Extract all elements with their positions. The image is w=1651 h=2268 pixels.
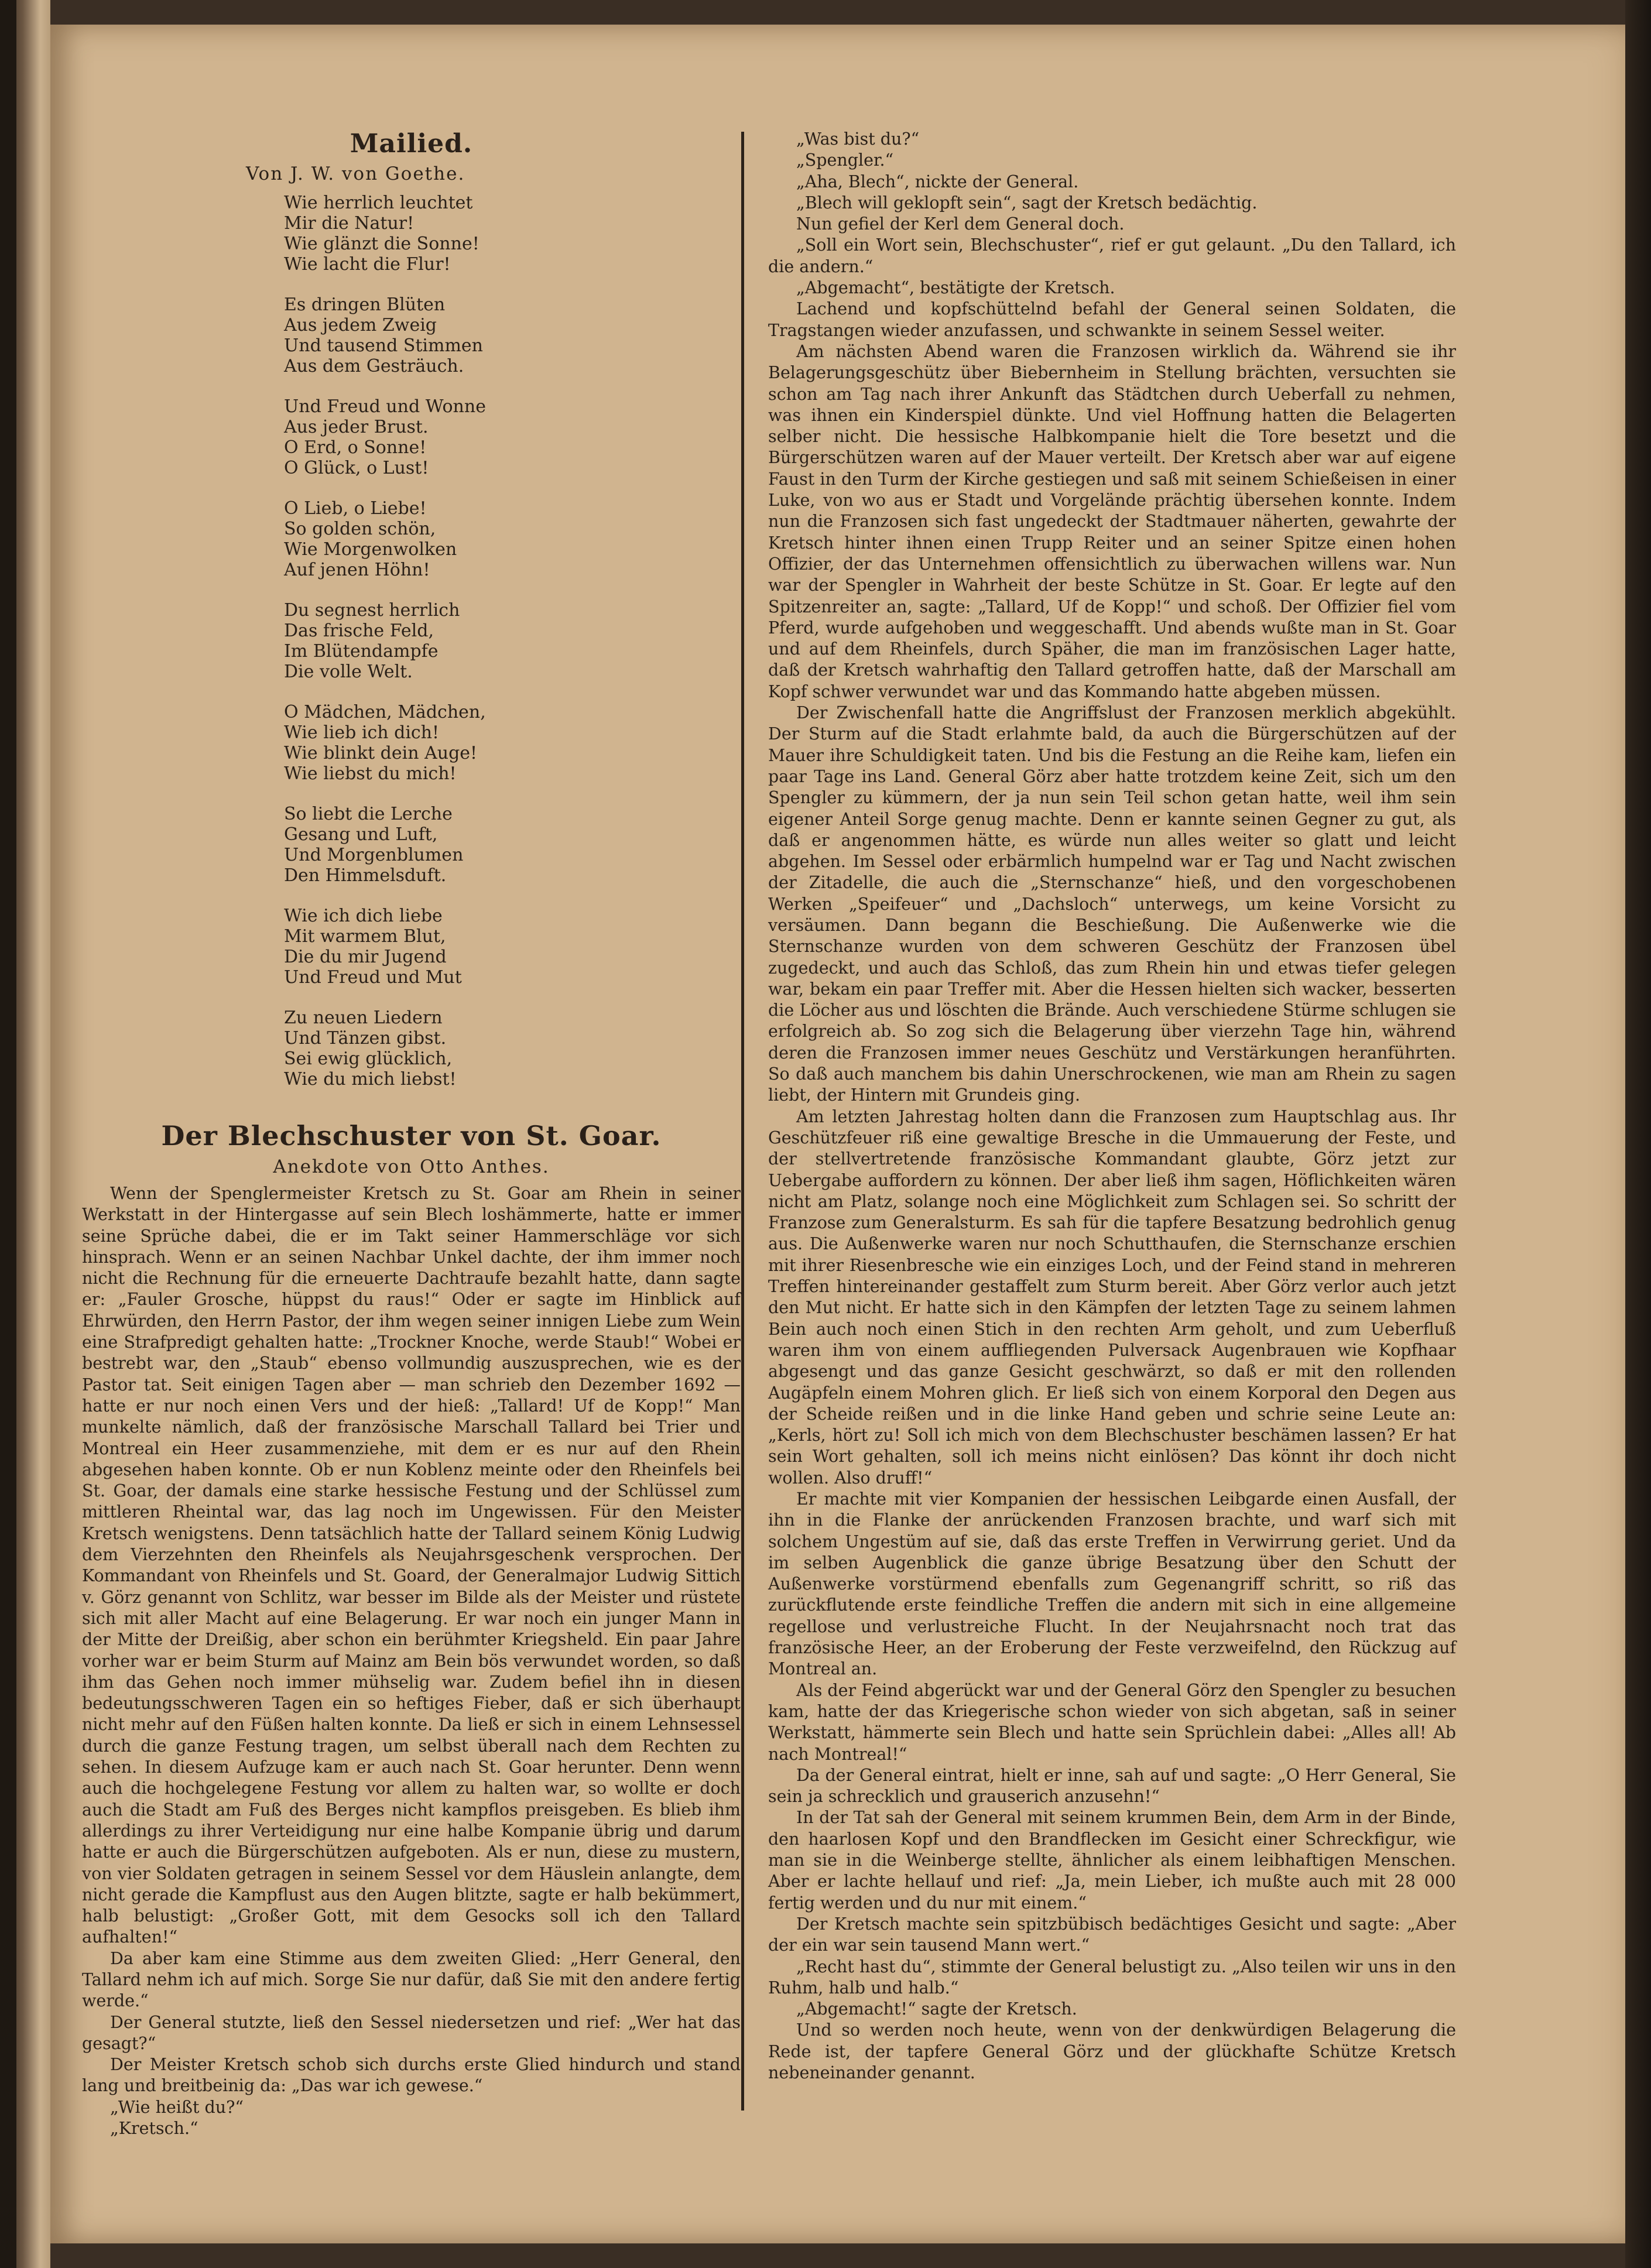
story-paragraph: „Spengler.“	[796, 150, 894, 170]
story-paragraph: „Was bist du?“	[796, 129, 920, 149]
poem-line: Wie Morgenwolken	[284, 539, 457, 560]
poem-line: Und Freud und Wonne	[284, 396, 486, 417]
poem-line: Wie blinkt dein Auge!	[284, 743, 478, 763]
poem-line: Auf jenen Höhn!	[284, 560, 430, 580]
story-paragraph: Da aber kam eine Stimme aus dem zweiten Glied: „Herr General, den Tallard nehm ich auf mich. Sorge Sie nur dafür, daß Sie mit den andere fertig werde.“	[82, 1948, 741, 2011]
poem-line: So liebt die Lerche	[284, 804, 453, 824]
story-paragraph: „Abgemacht“, bestätigte der Kretsch.	[796, 278, 1115, 298]
story-byline: Anekdote von Otto Anthes.	[273, 1156, 550, 1177]
poem-line: O Mädchen, Mädchen,	[284, 702, 486, 722]
poem-line: Die du mir Jugend	[284, 947, 447, 967]
poem-line: Aus dem Gesträuch.	[284, 356, 464, 376]
poem-line: Das frische Feld,	[284, 621, 434, 641]
poem-line: Wie herrlich leuchtet	[284, 193, 473, 213]
poem-line: Wie lacht die Flur!	[284, 254, 451, 275]
story-paragraph: Der Kretsch machte sein spitzbübisch bedächtiges Gesicht und sagte: „Aber der ein war sein tausend Mann wert.“	[768, 1914, 1456, 1955]
story-paragraph: Nun gefiel der Kerl dem General doch.	[796, 214, 1125, 234]
poem-line: Du segnest herrlich	[284, 600, 460, 621]
poem-stanza	[284, 702, 741, 784]
poem-line: So golden schön,	[284, 519, 436, 539]
poem-line: Wie du mich liebst!	[284, 1069, 457, 1090]
story-paragraph: „Abgemacht!“ sagte der Kretsch.	[796, 1999, 1077, 2019]
page-edge-shadow	[1625, 0, 1651, 2268]
poem-line: Wie lieb ich dich!	[284, 722, 440, 743]
right-column	[768, 129, 1456, 2084]
poem-line: Und Freud und Mut	[284, 967, 462, 988]
poem-stanza	[284, 906, 741, 988]
poem-stanza	[284, 294, 741, 376]
poem-line: Mit warmem Blut,	[284, 926, 446, 947]
poem-line: Und tausend Stimmen	[284, 335, 483, 356]
poem-stanza	[284, 498, 741, 580]
poem-line: O Erd, o Sonne!	[284, 437, 427, 458]
story-paragraph: „Blech will geklopft sein“, sagt der Kretsch bedächtig.	[796, 193, 1258, 213]
story-paragraph: Da der General eintrat, hielt er inne, sah auf und sagte: „O Herr General, Sie sein ja schrecklich und grauserich anzusehn!“	[768, 1765, 1456, 1807]
poem-line: Wie glänzt die Sonne!	[284, 234, 479, 254]
book-binding	[0, 0, 16, 2268]
story-paragraph: Der General stutzte, ließ den Sessel niedersetzen und rief: „Wer hat das gesagt?“	[82, 2012, 741, 2053]
story-paragraph: „Soll ein Wort sein, Blechschuster“, rief er gut gelaunt. „Du den Tallard, ich die andern.“	[768, 235, 1456, 276]
poem-line: Die volle Welt.	[284, 662, 413, 682]
poem-byline: Von J. W. von Goethe.	[246, 163, 465, 184]
poem-line: Wie ich dich liebe	[284, 906, 443, 926]
poem-line: Wie liebst du mich!	[284, 763, 457, 784]
poem-line: Aus jeder Brust.	[284, 417, 429, 437]
poem-stanza	[284, 396, 741, 478]
story-text-right	[768, 129, 1456, 2084]
story-paragraph: Als der Feind abgerückt war und der General Görz den Spengler zu besuchen kam, hatte der das Kriegerische schon wieder von sich abgetan, saß in seiner Werkstatt, hämmerte sein Blech und hatte sein Sprüchlein dabei: „Alles all! Ab nach Montreal!“	[768, 1680, 1456, 1764]
story-text-left	[82, 1183, 741, 2139]
poem-line: O Glück, o Lust!	[284, 458, 429, 478]
story-title: Der Blechschuster von St. Goar.	[161, 1120, 662, 1152]
poem-stanza	[284, 193, 741, 275]
poem-stanza	[284, 1008, 741, 1090]
story-paragraph: „Aha, Blech“, nickte der General.	[796, 172, 1079, 191]
poem-title: Mailied.	[350, 129, 473, 159]
poem-line: Mir die Natur!	[284, 213, 415, 234]
column-divider	[741, 132, 744, 2111]
story-paragraph: Und so werden noch heute, wenn von der denkwürdigen Belagerung die Rede ist, der tapfere General Görz und der glückhafte Schütze Kretsch nebeneinander genannt.	[768, 2020, 1456, 2083]
story-paragraph: Der Meister Kretsch schob sich durchs erste Glied hindurch und stand lang und breitbeinig da: „Das war ich gewese.“	[82, 2055, 741, 2096]
story-paragraph: Lachend und kopfschüttelnd befahl der General seinen Soldaten, die Tragstangen wieder anzufassen, und schwankte in seinem Sessel weiter.	[768, 299, 1456, 340]
story-paragraph: Am letzten Jahrestag holten dann die Franzosen zum Hauptschlag aus. Ihr Geschützfeuer riß eine gewaltige Bresche in die Ummauerung der Feste, und der stellvertretende französische Kommandant glaubte, Görz jetzt zur Uebergabe auffordern zu können. Der aber ließ ihm sagen, Höflichkeiten wären nicht am Platz, solange noch eine Möglichkeit zum Schlagen sei. So schritt der Franzose zum Generalsturm. Es sah für die tapfere Besatzung bedrohlich genug aus. Die Außenwerke waren nur noch Schutthaufen, die Sternschanze erschien mit ihrer Riesenbresche wie ein einziges Loch, und der Feind stand in mehreren Treffen hintereinander gestaffelt zum Sturm bereit. Aber Görz verlor auch jetzt den Mut nicht. Er hatte sich in den Kämpfen der letzten Tage zu seinem lahmen Bein auch noch einen Stich in den rechten Arm geholt, und zum Ueberfluß waren ihm von einem auffliegenden Pulversack Augenbrauen wie Kopfhaar abgesengt und das ganze Gesicht geschwärzt, so daß er mit den rollenden Augäpfeln einem Mohren glich. Er ließ sich von einem Korporal den Degen aus der Scheide reißen und in die linke Hand geben und schrie seine Leute an: „Kerls, hört zu! Soll ich mich von dem Blechschuster beschämen lassen? Er hat sein Wort gehalten, soll ich meins nicht einlösen? Das könnt ihr doch nicht wollen. Also druff!“	[768, 1106, 1456, 1488]
poem-line: Und Tänzen gibst.	[284, 1028, 447, 1049]
poem-stanza	[284, 804, 741, 886]
poem-line: Sei ewig glücklich,	[284, 1049, 453, 1069]
poem-line: O Lieb, o Liebe!	[284, 498, 427, 519]
story-paragraph: „Wie heißt du?“	[110, 2097, 244, 2117]
story-paragraph: „Recht hast du“, stimmte der General belustigt zu. „Also teilen wir uns in den Ruhm, halb und halb.“	[768, 1957, 1456, 1998]
poem-stanza	[284, 600, 741, 682]
poem-line: Im Blütendampfe	[284, 641, 439, 662]
poem-line: Gesang und Luft,	[284, 824, 438, 845]
story-paragraph: In der Tat sah der General mit seinem krummen Bein, dem Arm in der Binde, den haarlosen Kopf und den Brandflecken im Gesicht einer Schreckfigur, wie man sie in die Weinberge stellte, ähnlicher als einem leibhaftigen Menschen. Aber er lachte hellauf und rief: „Ja, mein Lieber, ich mußte auch mit 28 000 fertig werden und du nur mit einem.“	[768, 1808, 1456, 1913]
story-paragraph: „Kretsch.“	[110, 2119, 198, 2139]
poem-body	[284, 193, 741, 1090]
story-paragraph: Der Zwischenfall hatte die Angriffslust der Franzosen merklich abgekühlt. Der Sturm auf die Stadt erlahmte bald, da auch die Bürgerschützen auf der Mauer ihre Schuldigkeit taten. Und bis die Festung an die Reihe kam, liefen ein paar Tage ins Land. General Görz aber hatte trotzdem keine Zeit, sich um den Spengler zu kümmern, der ja nun sein Teil schon getan hatte, weil ihm sein eigener Anteil Sorge genug machte. Denn er kannte seinen Gegner zu gut, als daß er angenommen hätte, es würde nun alles weiter so glatt und leicht abgehen. Im Sessel oder erbärmlich humpelnd war er Tag und Nacht zwischen der Zitadelle, die auch die „Sternschanze“ hieß, und den vorgeschobenen Werken „Speifeuer“ und „Dachsloch“ unterwegs, um keine Vorsicht zu versäumen. Dann begann die Beschießung. Die Außenwerke wie die Sternschanze wurden von dem schweren Geschütz der Franzosen übel zugedeckt, und auch das Schloß, das zum Rhein hin und etwas tiefer gelegen war, bekam ein paar Treffer mit. Aber die Hessen hielten sich wacker, besserten die Löcher aus und löschten die Brände. Auch verschiedene Stürme schlugen sie erfolgreich ab. So zog sich die Belagerung über vierzehn Tage hin, während deren die Franzosen immer neues Geschütz und Verstärkungen heranführten. So daß auch manchem bis dahin Unerschrockenen, wie man am Rhein zu sagen liebt, der Hintern mit Grundeis ging.	[768, 703, 1456, 1105]
poem-line: Und Morgenblumen	[284, 845, 464, 865]
poem-line: Es dringen Blüten	[284, 294, 446, 315]
left-column	[82, 129, 741, 2139]
story-paragraph: Wenn der Spenglermeister Kretsch zu St. Goar am Rhein in seiner Werkstatt in der Hintergasse auf sein Blech loshämmerte, hatte er immer seine Sprüche dabei, die er im Takt seiner Hammerschläge vor sich hinsprach. Wenn er an seinen Nachbar Unkel dachte, der ihm immer noch nicht die Rechnung für die erneuerte Dachtraufe bezahlt hatte, dann sagte er: „Fauler Grosche, hüppst du raus!“ Oder er sagte im Hinblick auf Ehrwürden, den Herrn Pastor, der ihm wegen seiner innigen Liebe zum Wein eine Strafpredigt gehalten hatte: „Trockner Knoche, werde Staub!“ Wobei er bestrebt war, den „Staub“ ebenso vollmundig auszusprechen, wie es der Pastor tat. Seit einigen Tagen aber — man schrieb den Dezember 1692 — hatte er nur noch einen Vers und der hieß: „Tallard! Uf de Kopp!“ Man munkelte nämlich, daß der französische Marschall Tallard bei Trier und Montreal ein Heer zusammenziehe, mit dem er es nur auf den Rhein abgesehen haben konnte. Ob er nun Koblenz meinte oder den Rheinfels bei St. Goar, der damals eine starke hessische Festung und der Schlüssel zum mittleren Rheintal war, das lag noch im Ungewissen. Für den Meister Kretsch wenigstens. Denn tatsächlich hatte der Tallard seinem König Ludwig dem Vierzehnten den Rheinfels als Neujahrsgeschenk versprochen. Der Kommandant von Rheinfels und St. Goard, der Generalmajor Ludwig Sittich v. Görz genannt von Schlitz, war besser im Bilde als der Meister und rüstete sich mit aller Macht auf eine Belagerung. Er war noch ein junger Mann in der Mitte der Dreißig, aber schon ein berühmter Kriegsheld. Ein paar Jahre vorher war er beim Sturm auf Mainz am Bein bös verwundet worden, so daß ihm das Gehen noch immer mühselig war. Zudem befiel ihn in diesen bedeutungsschweren Tagen ein so heftiges Fieber, daß er sich überhaupt nicht mehr auf den Füßen halten konnte. Da ließ er sich in einem Lehnsessel durch die ganze Festung tragen, um selbst überall nach dem Rechten zu sehen. In diesem Aufzuge kam er auch nach St. Goar herunter. Denn wenn auch die hochgelegene Festung vor allem zu halten war, so wollte er doch auch die Stadt am Fuß des Berges nicht kampflos preisgeben. Es blieb ihm allerdings zu ihrer Verteidigung nur eine halbe Kompanie übrig und darum hatte er auch die Bürgerschützen aufgeboten. Als er nun, diese zu mustern, von vier Soldaten getragen in seinem Sessel vor dem Häuslein anlangte, dem nicht gerade die Kampflust aus den Augen blitzte, sagte er halb bekümmert, halb belustigt: „Großer Gott, mit dem Gesocks soll ich den Tallard aufhalten!“	[82, 1184, 741, 1947]
book-spine	[0, 0, 50, 2268]
poem-line: Aus jedem Zweig	[284, 315, 437, 335]
poem-line: Zu neuen Liedern	[284, 1008, 443, 1028]
poem-line: Den Himmelsduft.	[284, 865, 447, 886]
story-paragraph: Er machte mit vier Kompanien der hessischen Leibgarde einen Ausfall, der ihn in die Flanke der anrückenden Franzosen brachte, und warf sich mit solchem Ungestüm auf sie, daß das erste Treffen in Verwirrung geriet. Und da im selben Augenblick die ganze übrige Besatzung über den Schutt der Außenwerke vorstürmend ebenfalls zum Gegenangriff schritt, so riß das zurückflutende erste feindliche Treffen die andern mit sich in eine allgemeine regellose und verlustreiche Flucht. In der Neujahrsnacht noch trat das französische Heer, an der Eroberung der Feste verzweifelnd, den Rückzug auf Montreal an.	[768, 1489, 1456, 1679]
story-paragraph: Am nächsten Abend waren die Franzosen wirklich da. Während sie ihr Belagerungsgeschütz über Biebernheim in Stellung brächten, versuchten sie schon am Tag nach ihrer Ankunft das Städtchen durch Ueberfall zu nehmen, was ihnen ein Kinderspiel dünkte. Und viel Hoffnung hatten die Belagerten selber nicht. Die hessische Halbkompanie hielt die Tore besetzt und die Bürgerschützen waren auf der Mauer verteilt. Der Kretsch aber war auf eigene Faust in den Turm der Kirche gestiegen und saß mit seinem Schießeisen in einer Luke, von wo aus er Stadt und Vorgelände prächtig übersehen konnte. Indem nun die Franzosen sich fast ungedeckt der Stadtmauer näherten, gewahrte der Kretsch hinter ihnen einen Trupp Reiter und an seiner Spitze einen hohen Offizier, der das Unternehmen offensichtlich zu überwachen willens war. Nun war der Spengler in Wahrheit der beste Schütze in St. Goar. Er legte auf den Spitzenreiter an, sagte: „Tallard, Uf de Kopp!“ und schoß. Der Offizier fiel vom Pferd, wurde aufgehoben und weggeschafft. Und abends wußte man in St. Goar und auf dem Rheinfels, durch Späher, die man im französischen Lager hatte, daß der Kretsch wahrhaftig den Tallard getroffen hatte, daß der Marschall am Kopf schwer verwundet war und das Kommando hatte abgeben müssen.	[768, 341, 1456, 701]
